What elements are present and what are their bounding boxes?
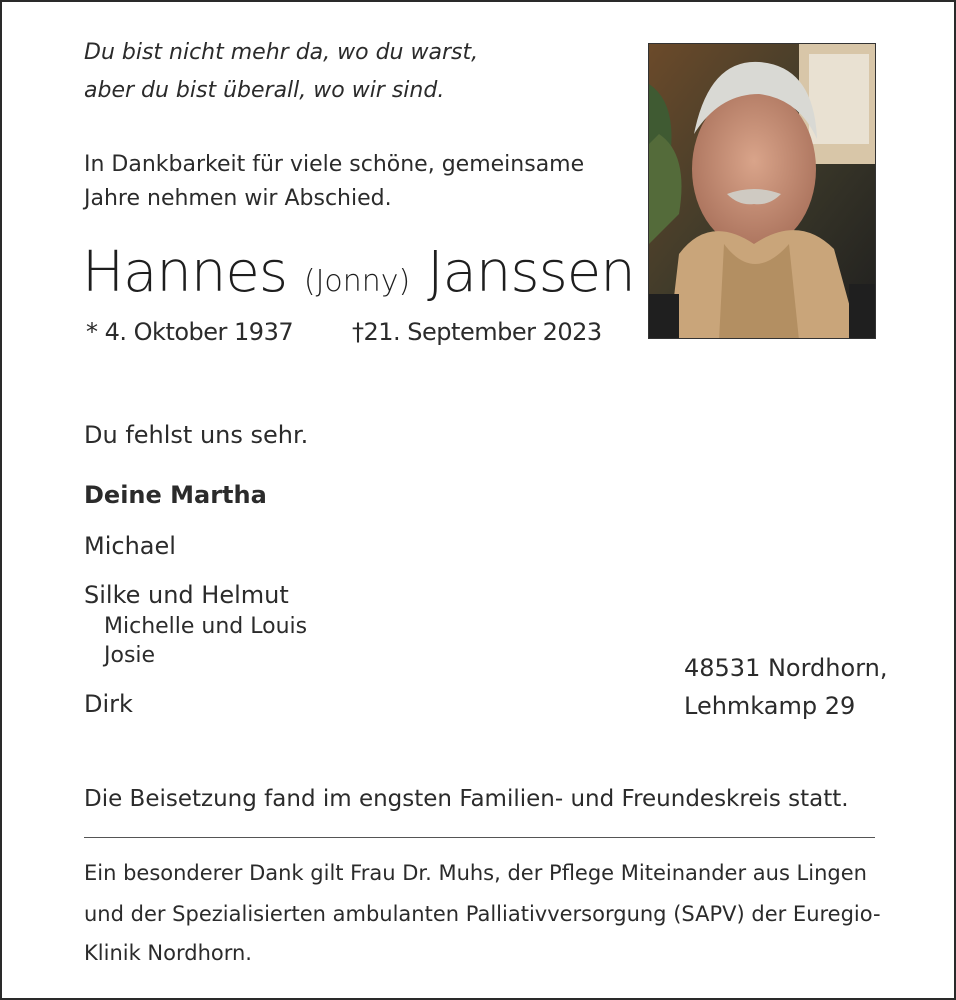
divider: [84, 837, 875, 838]
deceased-name: [82, 240, 635, 305]
mourner-daughter-family: Silke und Helmut: [84, 581, 289, 609]
death-date: †21. September 2023: [352, 318, 602, 346]
thanks-line-1: Ein besonderer Dank gilt Frau Dr. Muhs, der Pflege Miteinander aus Lingen: [84, 861, 867, 885]
intro-line-2: Jahre nehmen wir Abschied.: [84, 186, 392, 211]
address-line-2: Lehmkamp 29: [684, 692, 856, 720]
address-line-1: 48531 Nordhorn,: [684, 654, 888, 682]
portrait-image: [649, 44, 876, 339]
mourner-wife: Deine Martha: [84, 481, 267, 509]
intro-line-1: In Dankbarkeit für viele schöne, gemeinsame: [84, 152, 585, 177]
first-name: Hannes: [82, 240, 288, 305]
last-name: Janssen: [427, 240, 635, 305]
miss-text: Du fehlst uns sehr.: [84, 421, 309, 449]
mourner-son: Michael: [84, 532, 176, 560]
thanks-line-3: Klinik Nordhorn.: [84, 941, 252, 965]
mourner-grandchildren-2: Josie: [104, 643, 156, 668]
portrait-photo: [648, 43, 876, 339]
nickname: (Jonny): [303, 264, 411, 299]
birth-date: * 4. Oktober 1937: [86, 318, 294, 346]
poem-line-2: aber du bist überall, wo wir sind.: [84, 78, 445, 103]
mourner-son-2: Dirk: [84, 690, 133, 718]
mourner-grandchildren-1: Michelle und Louis: [104, 614, 308, 639]
thanks-line-2: und der Spezialisierten ambulanten Palliativversorgung (SAPV) der Euregio-: [84, 902, 881, 926]
burial-note: Die Beisetzung fand im engsten Familien- und Freundeskreis statt.: [84, 786, 849, 812]
poem-line-1: Du bist nicht mehr da, wo du warst,: [84, 40, 479, 65]
